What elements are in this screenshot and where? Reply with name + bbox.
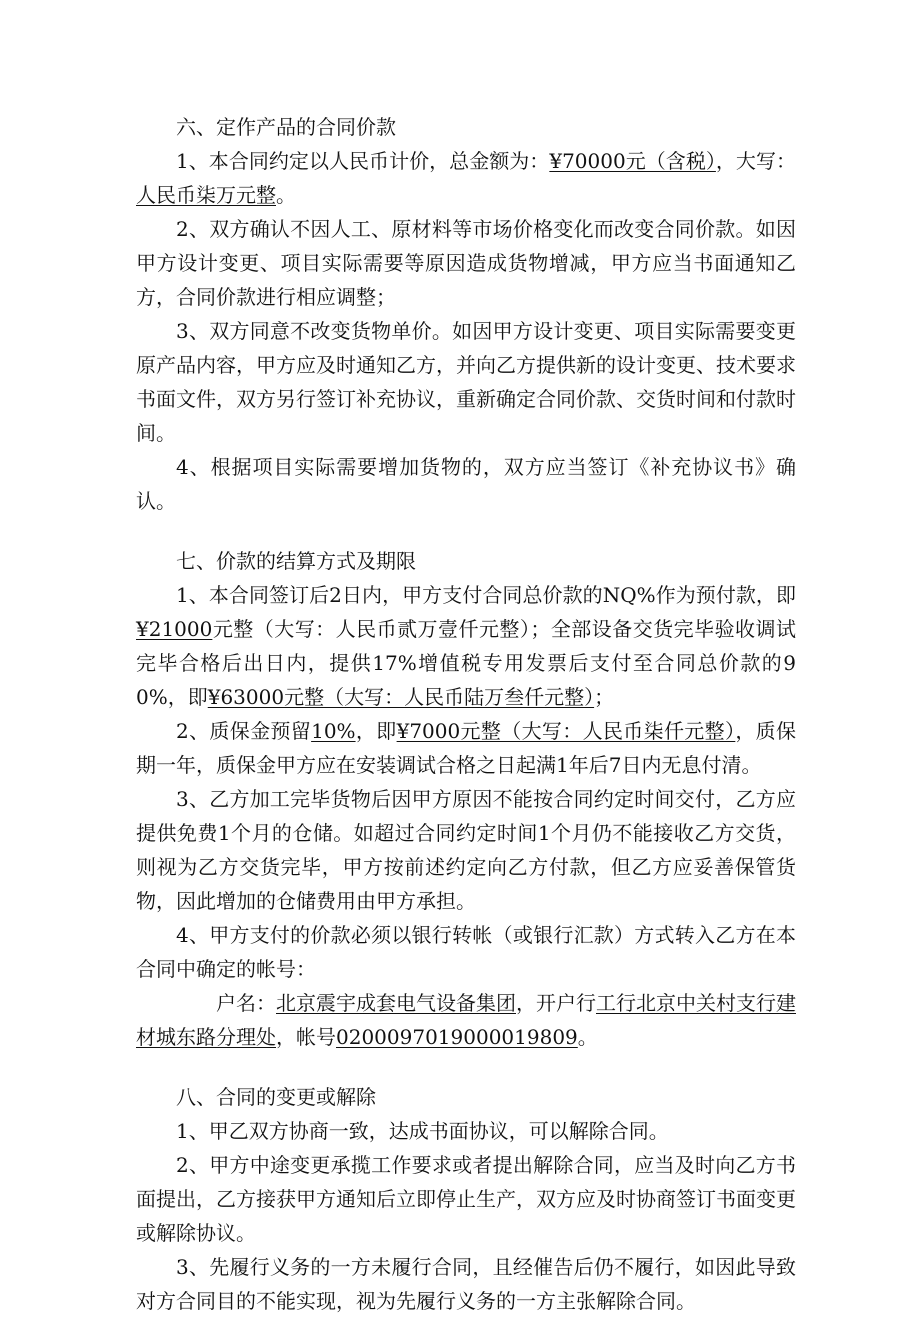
section-heading: 六、定作产品的合同价款	[176, 115, 396, 139]
clause-text: 。	[276, 183, 296, 207]
clause-text: ，大写：	[715, 149, 796, 173]
clause-text: ；	[594, 685, 615, 709]
clause-retention	[136, 714, 796, 782]
clause-text: 户名：	[216, 991, 276, 1015]
clause-text: 1、本合同签订后2日内，甲方支付合同总价款的NQ%作为预付款，即	[176, 583, 796, 607]
clause-text: ，质保期一年，质保金甲方应在安装调试合格之日起满1年后7日内无息付清。	[136, 719, 797, 777]
total-amount-figure: ¥70000元（含税）	[549, 149, 716, 173]
section-heading: 八、合同的变更或解除	[176, 1085, 376, 1109]
clause-breach-termination: 3、先履行义务的一方未履行合同，且经催告后仍不履行，如因此导致对方合同目的不能实现，视为先履行义务的一方主张解除合同。	[136, 1255, 796, 1313]
contract-page	[136, 110, 796, 1318]
clause-text: ，即	[355, 719, 397, 743]
clause-text: 元整（大写：人民币贰万壹仟元整）；全部设备交货完毕验收调试完毕合格后出日内，提供17%增值税专用发票后支付至合同总价款的90%，即	[136, 617, 796, 709]
clause-unit-price: 3、双方同意不改变货物单价。如因甲方设计变更、项目实际需要变更原产品内容，甲方应及时通知乙方，并向乙方提供新的设计变更、技术要求书面文件，双方另行签订补充协议，重新确定合同价款、交货时间和付款时间。	[136, 319, 796, 445]
clause-text: ，帐号	[276, 1025, 336, 1049]
section-contract-termination	[136, 1080, 796, 1318]
clause-total-amount	[136, 144, 796, 212]
second-payment-amount: ¥63000元整（大写：人民币陆万叁仟元整）	[207, 685, 595, 709]
clause-text: 2、质保金预留	[176, 719, 312, 743]
clause-payment-schedule	[136, 578, 796, 714]
retention-percent: 10%	[311, 719, 356, 743]
clause-additional-goods: 4、根据项目实际需要增加货物的，双方应当签订《补充协议书》确认。	[136, 455, 796, 513]
clause-account-info	[136, 986, 796, 1054]
section-contract-price	[136, 110, 796, 518]
clause-mutual-termination: 1、甲乙双方协商一致，达成书面协议，可以解除合同。	[176, 1119, 669, 1143]
clause-text: ，开户行	[516, 991, 596, 1015]
clause-text: 。	[577, 1025, 598, 1049]
retention-amount: ¥7000元整（大写：人民币柒仟元整）	[396, 719, 736, 743]
total-amount-words: 人民币柒万元整	[136, 183, 276, 207]
clause-text: 1、本合同约定以人民币计价，总金额为：	[176, 149, 550, 173]
bank-name: 工行北京中关村支行建材城东路分理处	[136, 991, 796, 1049]
account-name: 北京震宇成套电气设备集团	[276, 991, 516, 1015]
clause-bank-transfer: 4、甲方支付的价款必须以银行转帐（或银行汇款）方式转入乙方在本合同中确定的帐号：	[136, 923, 796, 981]
section-heading: 七、价款的结算方式及期限	[176, 549, 416, 573]
clause-price-adjustment: 2、双方确认不因人工、原材料等市场价格变化而改变合同价款。如因甲方设计变更、项目实际需要等原因造成货物增减，甲方应当书面通知乙方，合同价款进行相应调整；	[136, 217, 796, 309]
section-payment-terms	[136, 544, 796, 1054]
clause-storage: 3、乙方加工完毕货物后因甲方原因不能按合同约定时间交付，乙方应提供免费1个月的仓储。如超过合同约定时间1个月仍不能接收乙方交货，则视为乙方交货完毕，甲方按前述约定向乙方付款，但乙方应妥善保管货物，因此增加的仓储费用由甲方承担。	[136, 787, 796, 913]
account-number: 0200097019000019809	[336, 1025, 578, 1049]
clause-change-request: 2、甲方中途变更承揽工作要求或者提出解除合同，应当及时向乙方书面提出，乙方接获甲方通知后立即停止生产，双方应及时协商签订书面变更或解除协议。	[136, 1153, 796, 1245]
advance-amount: ¥21000	[136, 617, 213, 641]
